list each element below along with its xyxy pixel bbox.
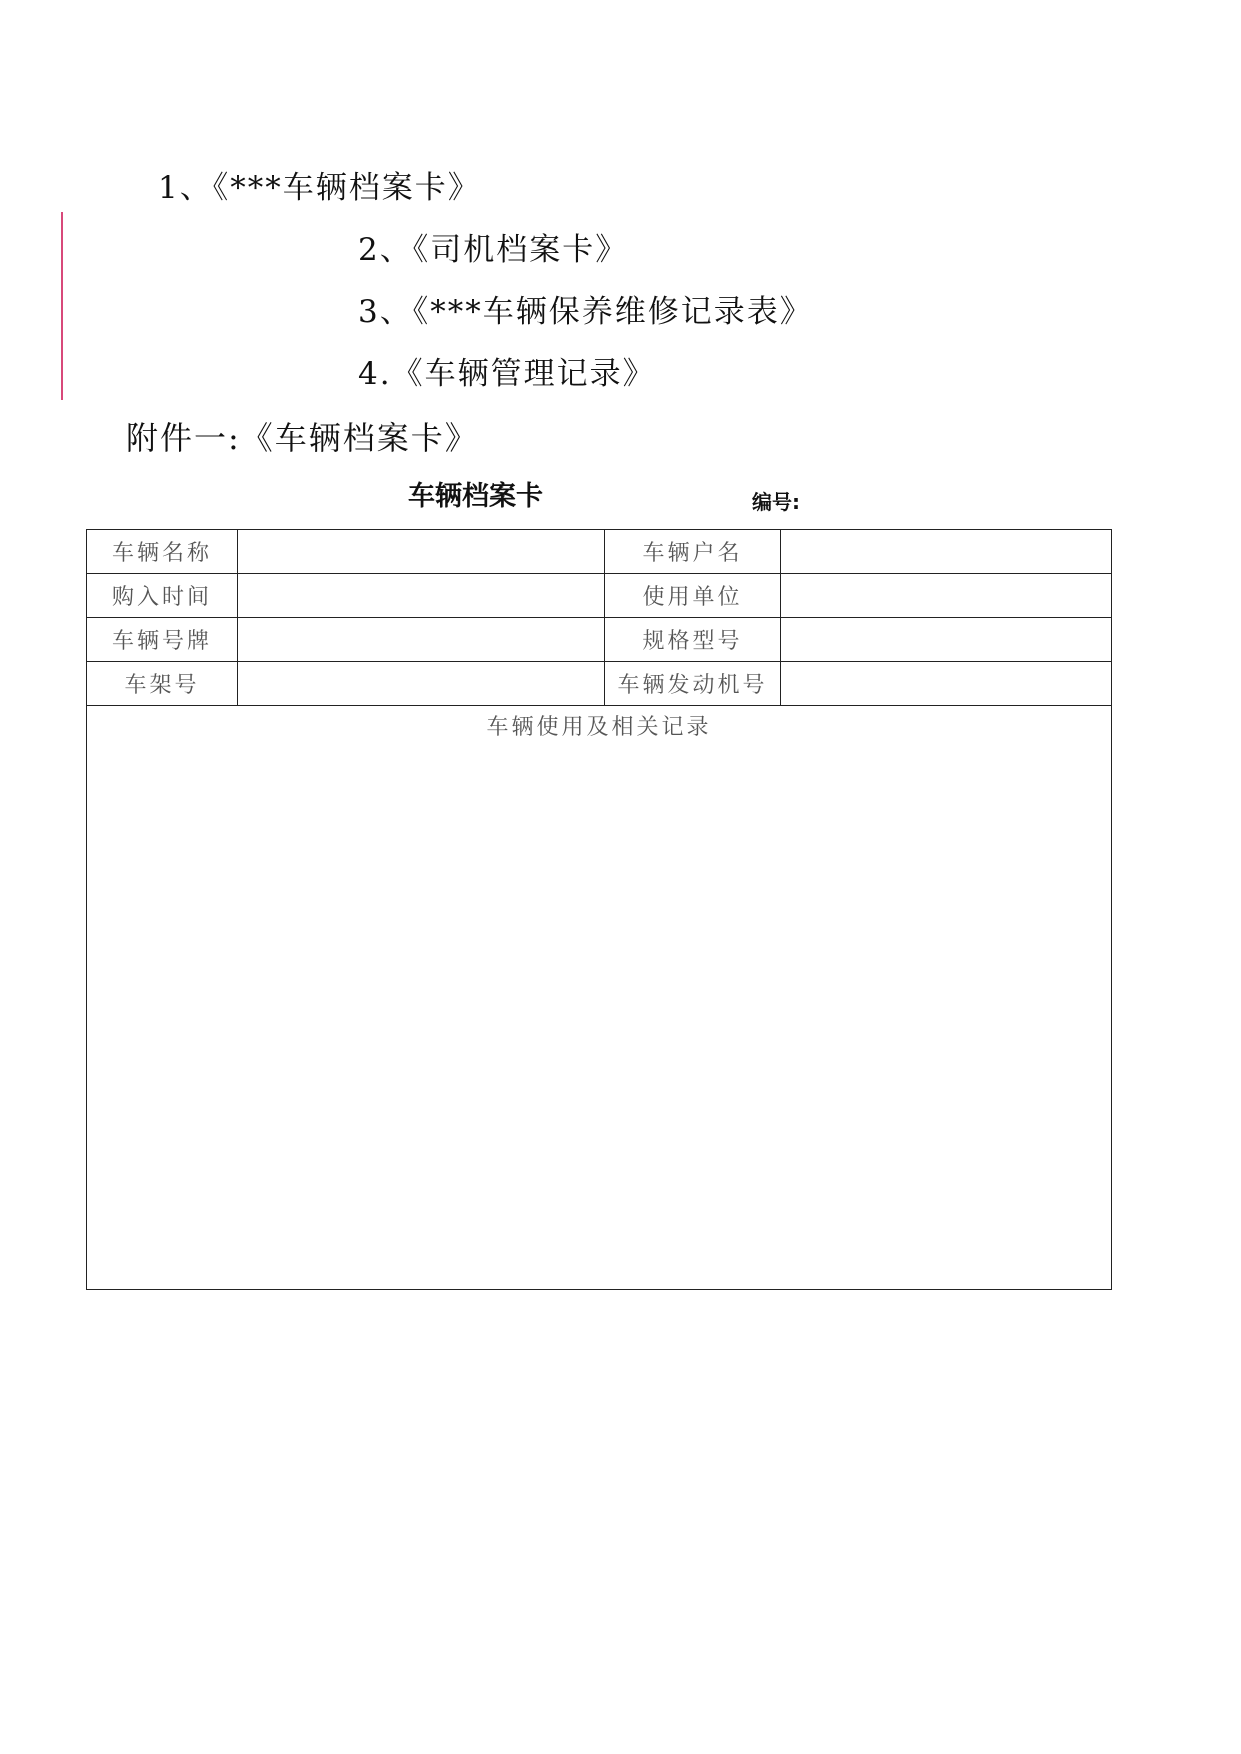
usage-records-cell[interactable] [87,706,1112,1290]
purchase-date-label: 购入时间 [87,574,238,618]
attachment-list-item-4: 4.《车辆管理记录》 [358,356,656,392]
card-title: 车辆档案卡 [408,481,543,512]
margin-rule [61,212,63,400]
table-row [87,530,1112,574]
table-row [87,574,1112,618]
vehicle-owner-label: 车辆户名 [605,530,781,574]
engine-number-value[interactable] [781,662,1112,706]
vehicle-record-card-table [86,529,1112,1290]
model-spec-value[interactable] [781,618,1112,662]
frame-number-label: 车架号 [87,662,238,706]
frame-number-value[interactable] [238,662,605,706]
attachment-list-item-2: 2、《司机档案卡》 [358,232,629,268]
attachment-list-item-1: 1、《***车辆档案卡》 [158,170,481,206]
table-row [87,706,1112,1290]
annex-heading: 附件一:《车辆档案卡》 [126,419,479,457]
user-unit-value[interactable] [781,574,1112,618]
user-unit-label: 使用单位 [605,574,781,618]
usage-records-label: 车辆使用及相关记录 [486,715,712,740]
engine-number-label: 车辆发动机号 [605,662,781,706]
vehicle-owner-value[interactable] [781,530,1112,574]
attachment-list-item-3: 3、《***车辆保养维修记录表》 [358,294,813,330]
license-plate-value[interactable] [238,618,605,662]
model-spec-label: 规格型号 [605,618,781,662]
license-plate-label: 车辆号牌 [87,618,238,662]
purchase-date-value[interactable] [238,574,605,618]
table-row [87,618,1112,662]
table-row [87,662,1112,706]
vehicle-name-value[interactable] [238,530,605,574]
serial-number-label: 编号: [752,490,800,514]
vehicle-name-label: 车辆名称 [87,530,238,574]
